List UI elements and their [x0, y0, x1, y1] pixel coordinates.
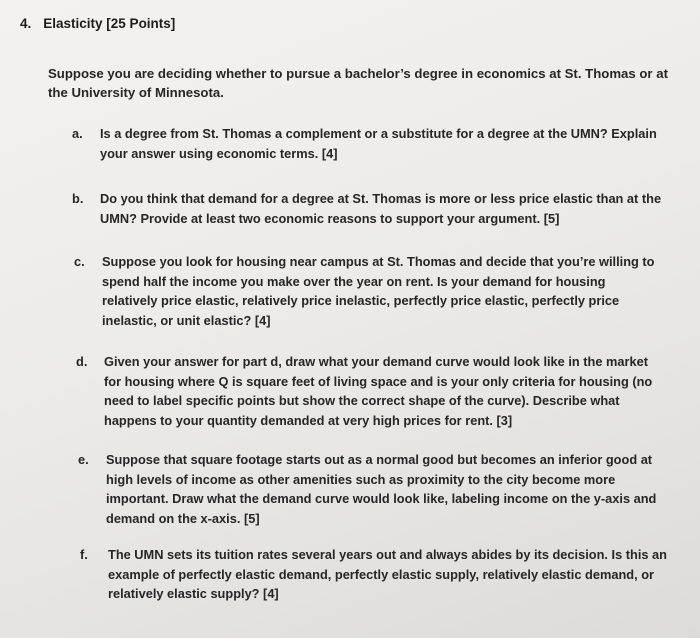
part-e-text: Suppose that square footage starts out as a normal good but becomes an inferior good at high levels of income as other amenities such as proximity to the city become more important. Draw what the demand curve would look like, labeling income on the y-axis and demand on the x-axis. [5]	[106, 452, 657, 526]
part-c-letter: c.	[74, 254, 85, 269]
part-a	[72, 124, 662, 163]
part-f-text: The UMN sets its tuition rates several years out and always abides by its decision. Is this an example of perfectly elastic demand, perfectly elastic supply, relatively elastic demand, or relatively elastic supply? [4]	[108, 547, 667, 601]
part-f-letter: f.	[80, 547, 88, 562]
part-f	[80, 545, 670, 604]
question-number: 4.	[20, 16, 32, 31]
part-a-text: Is a degree from St. Thomas a complement or a substitute for a degree at the UMN? Explain your answer using economic terms. [4]	[100, 126, 657, 161]
part-b-text: Do you think that demand for a degree at St. Thomas is more or less price elastic than at the UMN? Provide at least two economic reasons to support your argument. [5]	[100, 191, 662, 226]
part-a-letter: a.	[72, 126, 83, 141]
question-intro: Suppose you are deciding whether to pursue a bachelor’s degree in economics at St. Thomas or at the University of Minnesota.	[48, 66, 668, 100]
part-e-letter: e.	[78, 452, 89, 467]
part-e	[78, 450, 668, 528]
part-b-letter: b.	[72, 191, 84, 206]
part-c-text: Suppose you look for housing near campus at St. Thomas and decide that you’re willing to spend half the income you make over the year on rent. Is your demand for housing relatively price elastic, relatively price inelastic, perfectly price elastic, perfectly price inelastic, or unit elastic? [4]	[102, 254, 655, 328]
part-d-letter: d.	[76, 354, 88, 369]
question-header	[20, 16, 175, 31]
part-d-text: Given your answer for part d, draw what your demand curve would look like in the market for housing where Q is square feet of living space and is your only criteria for housing (no need to label specific points but show the correct shape of the curve). Describe what happens to your quantity demanded at very high prices for rent. [3]	[104, 354, 653, 428]
part-b	[72, 189, 662, 228]
question-title: Elasticity [25 Points]	[43, 16, 176, 31]
part-d	[76, 352, 666, 430]
part-c	[74, 252, 664, 330]
